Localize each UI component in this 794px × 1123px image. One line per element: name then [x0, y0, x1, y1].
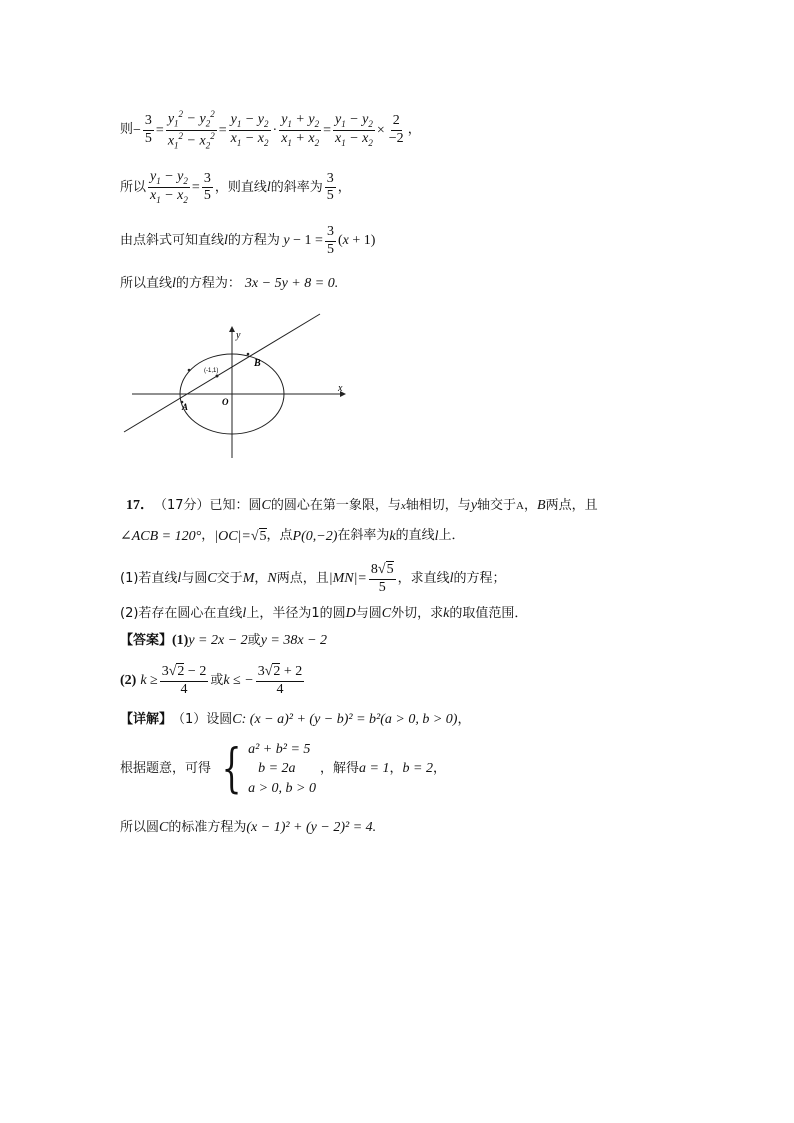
- problem-17-line-2: ∠ACB = 120° ， |OC|= √ 5 ，点 P(0,−2) 在斜率为 k 的直线 l 上．: [120, 528, 465, 544]
- label-o: O: [222, 397, 229, 407]
- ellipse-dot: [188, 369, 191, 372]
- fraction-squares: $\frac{y_1^2 - y_2^2}{x_1^2 - x_2^2}$: [167, 109, 215, 151]
- point-b-dot: [247, 353, 250, 356]
- fraction-3-5: $\frac{3}{5}$: [144, 113, 152, 146]
- question-1: (1)若直线 l 与圆 C 交于 M ， N 两点，且 |MN|= $\frac{8√5}{5}$ ，求直线 l 的方程；: [120, 562, 506, 595]
- answer-line-2: (2) k ≥ $\frac{3√2 - 2}{4}$ 或 k ≤ − $\frac{3√2 + 2}{4}$: [120, 664, 303, 697]
- equation-line-2: 所以 $\frac{y_1 - y_2}{x_1 - x_2}$ = $\frac{3}{5}$ ，则直线 l 的斜率为 $\frac{3}{5}$ ，: [120, 169, 351, 206]
- ellipse-line-diagram: [118, 308, 358, 468]
- label-y: y: [236, 330, 241, 341]
- label-point: (-1,1): [204, 368, 219, 374]
- label-b: B: [254, 358, 261, 369]
- label-a: A: [182, 402, 189, 412]
- equation-line-4: 所以直线 l 的方程为： 3x − 5y + 8 = 0.: [120, 275, 339, 291]
- text-then: 则: [120, 122, 134, 138]
- detail-system: 根据题意，可得 { a² + b² = 5 b = 2a a > 0, b > 0 ，解得 a = 1 ， b = 2 ，: [120, 739, 446, 800]
- secant-line: [124, 314, 320, 432]
- midpoint-dot: [216, 375, 219, 378]
- y-axis-arrow: [229, 326, 235, 332]
- answer-line-1: 【答案】 (1) y = 2x − 2 或 y = 38x − 2: [120, 632, 328, 648]
- equation-line-1: 则 − $\frac{3}{5}$ = $\frac{y_1^2 - y_2^2}{x_1^2 - x_2^2}$ = $\frac{y_1 - y_2}{x_1 - x_2}$ · $\frac{y_1 + y_2}{x_1 + x_2}$ = $\frac{y_1 - y_2}{x_1 - x_2}$ × $\frac{2}{-2}$ ，: [120, 109, 421, 151]
- final-line: 所以圆 C 的标准方程为 (x − 1)² + (y − 2)² = 4.: [120, 819, 377, 835]
- equation-line-3: 由点斜式可知直线 l 的方程为 y − 1 = $\frac{3}{5}$ ( x + 1): [120, 224, 376, 257]
- question-2: (2)若存在圆心在直线 l 上，半径为1的圆 D 与圆 C 外切，求 k 的取值范围．: [120, 605, 528, 621]
- detail-line-1: 【详解】 （1）设圆 C: (x − a)² + (y − b)² = b²(a > 0, b > 0) ，: [120, 711, 471, 727]
- problem-17-line-1: 17． （17分）已知：圆 C 的圆心在第一象限，与 x 轴相切，与 y 轴交于 A ， B 两点，且: [126, 497, 598, 513]
- label-x: x: [338, 383, 343, 394]
